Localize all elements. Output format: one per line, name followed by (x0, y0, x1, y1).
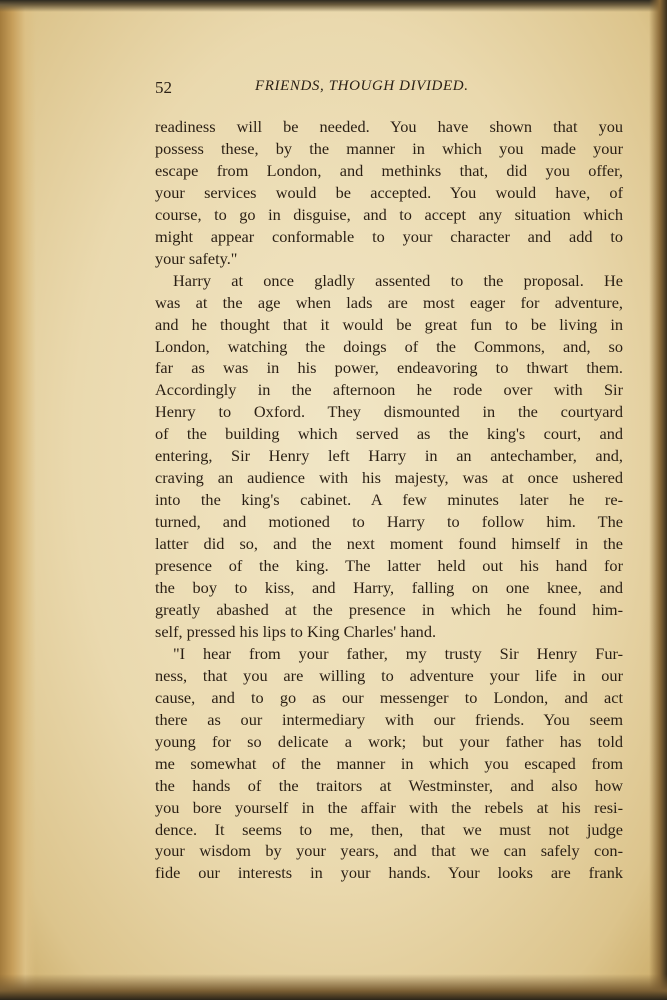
body-text (155, 116, 623, 884)
page-right-edge (649, 0, 667, 1000)
text-line: readiness will be needed. You have shown that you (155, 117, 623, 136)
text-line: greatly abashed at the presence in which he found him- (155, 599, 623, 619)
text-line: me somewhat of the manner in which you escaped from (155, 753, 623, 773)
text-line: dence. It seems to me, then, that we must not judge (155, 819, 623, 839)
text-line: latter did so, and the next moment found himself in the (155, 534, 623, 554)
text-line: might appear conformable to your character and add to (155, 226, 623, 246)
text-line: your safety." (155, 248, 238, 268)
text-line: Harry at once gladly assented to the proposal. He (173, 270, 623, 290)
text-line: craving an audience with his majesty, was at once ushered (155, 468, 623, 488)
running-title: FRIENDS, THOUGH DIVIDED. (255, 78, 469, 94)
text-line: entering, Sir Henry left Harry in an antechamber, and, (155, 446, 623, 466)
text-line: the hands of the traitors at Westminster, and also how (155, 775, 623, 795)
text-line: Accordingly in the afternoon he rode over with Sir (155, 380, 623, 400)
text-line: turned, and motioned to Harry to follow him. The (155, 512, 623, 532)
text-line: Henry to Oxford. They dismounted in the courtyard (155, 402, 623, 422)
text-line: self, pressed his lips to King Charles' hand. (155, 621, 437, 641)
text-line: of the building which served as the king's court, and (155, 424, 623, 444)
page-bottom-edge (0, 974, 667, 1000)
text-line: your services would be accepted. You would have, of (155, 182, 623, 202)
page-top-edge (0, 0, 667, 12)
text-line: the boy to kiss, and Harry, falling on one knee, and (155, 578, 623, 598)
text-line: possess these, by the manner in which you made your (155, 138, 623, 158)
text-line: into the king's cabinet. A few minutes later he re- (155, 490, 623, 510)
text-line: young for so delicate a work; but your father has told (155, 731, 623, 751)
text-line: ness, that you are willing to adventure your life in our (155, 665, 623, 685)
text-line: your wisdom by your years, and that we can safely con- (155, 841, 623, 861)
text-line: you bore yourself in the affair with the rebels at his resi- (155, 797, 623, 817)
text-line: "I hear from your father, my trusty Sir Henry Fur- (173, 643, 623, 663)
text-line: and he thought that it would be great fun to be living in (155, 314, 623, 334)
text-line: London, watching the doings of the Commons, and, so (155, 336, 623, 356)
running-header (155, 78, 623, 100)
text-line: course, to go in disguise, and to accept any situation which (155, 204, 623, 224)
page-number: 52 (155, 78, 172, 97)
text-line: cause, and to go as our messenger to London, and act (155, 687, 623, 707)
text-line: fide our interests in your hands. Your looks are frank (155, 863, 623, 883)
text-line: there as our intermediary with our friends. You seem (155, 709, 623, 729)
text-line: was at the age when lads are most eager for adventure, (155, 292, 623, 312)
text-line: escape from London, and methinks that, did you offer, (155, 160, 623, 180)
text-line: far as was in his power, endeavoring to thwart them. (155, 358, 623, 378)
text-line: presence of the king. The latter held out his hand for (155, 556, 623, 576)
page-gutter-shadow (0, 0, 36, 1000)
